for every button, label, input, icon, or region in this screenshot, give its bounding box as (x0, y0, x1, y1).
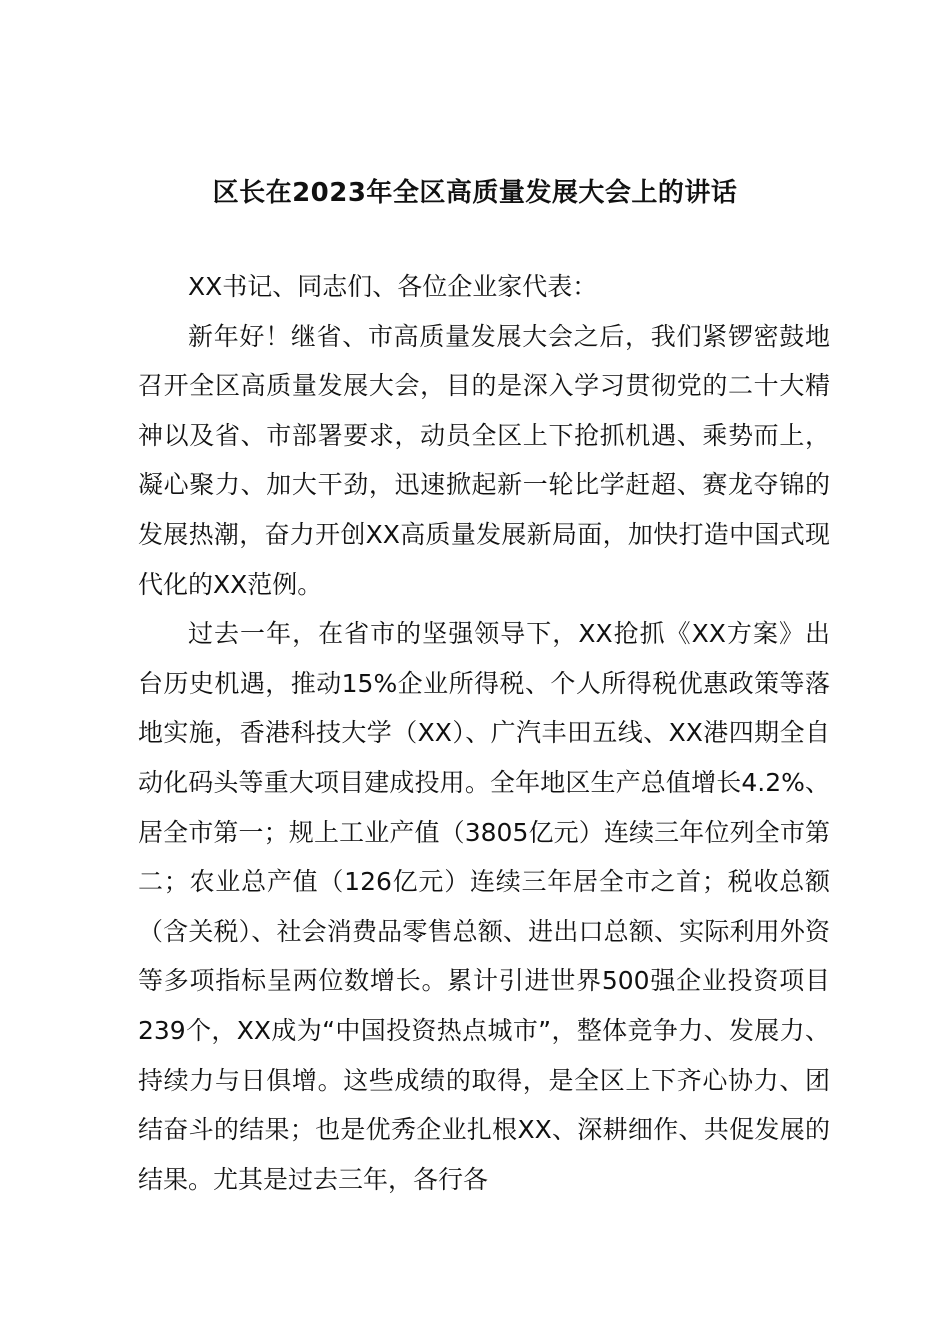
paragraph: 过去一年，在省市的坚强领导下，XX抢抓《XX方案》出台历史机遇，推动15%企业所得税、个人所得税优惠政策等落地实施，香港科技大学（XX）、广汽丰田五线、XX港四期全自动化码头等重大项目建成投用。全年地区生产总值增长4.2%、居全市第一；规上工业产值（3805亿元）连续三年位列全市第二；农业总产值（126亿元）连续三年居全市之首；税收总额（含关税）、社会消费品零售总额、进出口总额、实际利用外资等多项指标呈两位数增长。累计引进世界500强企业投资项目239个，XX成为“中国投资热点城市”，整体竞争力、发展力、持续力与日俱增。这些成绩的取得，是全区上下齐心协力、团结奋斗的结果；也是优秀企业扎根XX、深耕细作、共促发展的结果。尤其是过去三年，各行各 (138, 619, 830, 1194)
document-title: 区长在2023年全区高质量发展大会上的讲话 (212, 178, 738, 208)
salutation: XX书记、同志们、各位企业家代表： (188, 272, 598, 301)
paragraph: 新年好！继省、市高质量发展大会之后，我们紧锣密鼓地召开全区高质量发展大会，目的是深入学习贯彻党的二十大精神以及省、市部署要求，动员全区上下抢抓机遇、乘势而上，凝心聚力、加大干劲，迅速掀起新一轮比学赶超、赛龙夺锦的发展热潮，奋力开创XX高质量发展新局面，加快打造中国式现代化的XX范例。 (138, 321, 830, 599)
document-body (138, 262, 830, 1204)
